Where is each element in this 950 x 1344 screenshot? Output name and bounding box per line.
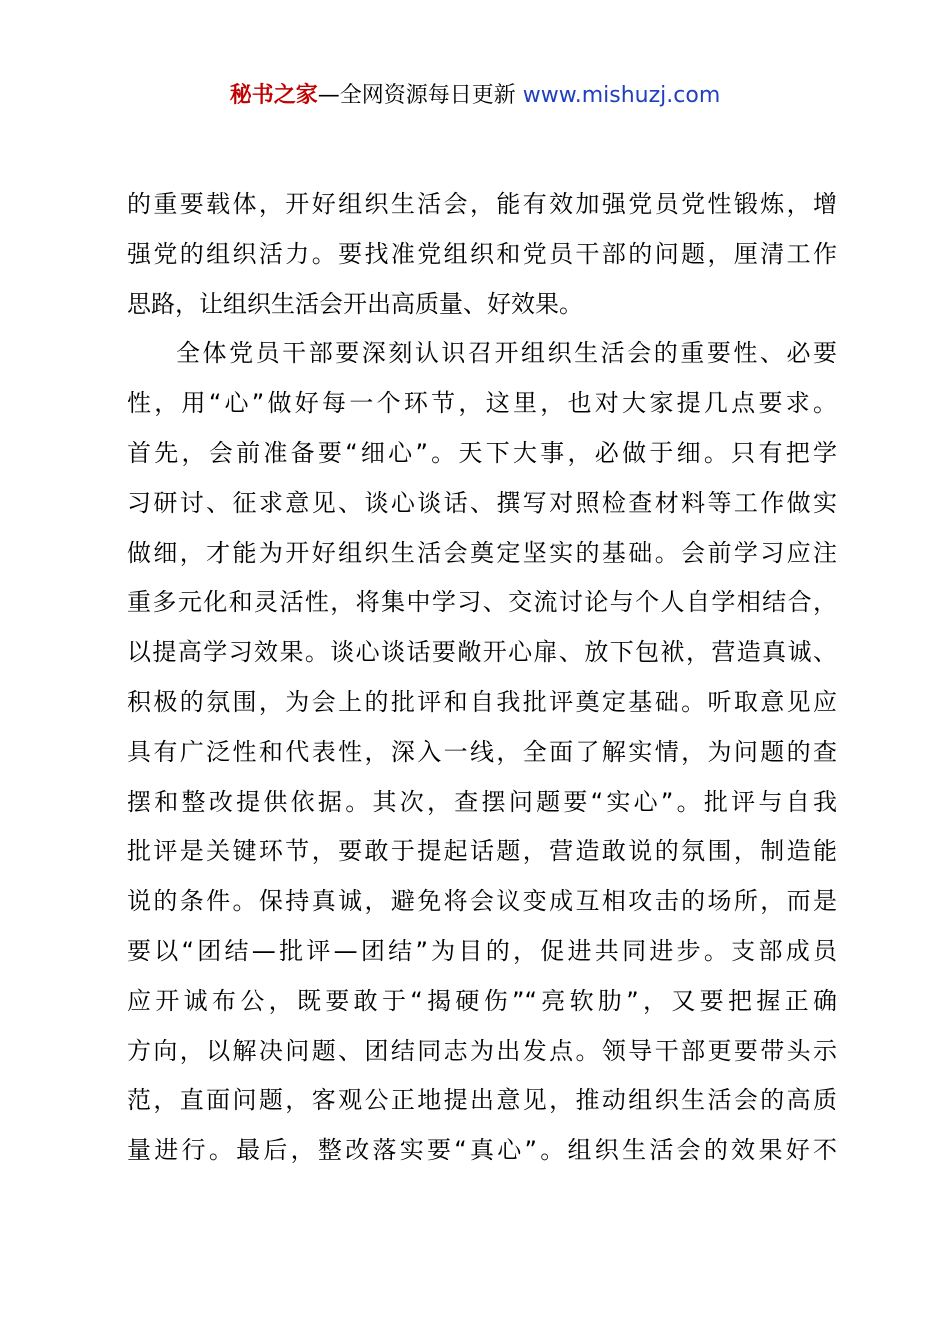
text-line: 性，用“心”做好每一个环节，这里，也对大家提几点要求。 <box>127 389 837 418</box>
brand-name: 秘书之家 <box>229 83 318 108</box>
text-line: 重多元化和灵活性，将集中学习、交流讨论与个人自学相结合， <box>127 588 837 617</box>
text-line: 应开诚布公，既要敢于“揭硬伤”“亮软肋”，又要把握正确 <box>127 986 837 1015</box>
text-line: 摆和整改提供依据。其次，查摆问题要“实心”。批评与自我 <box>127 787 837 816</box>
text-line: 强党的组织活力。要找准党组织和党员干部的问题，厘清工作 <box>127 239 837 268</box>
text-line: 范，直面问题，客观公正地提出意见，推动组织生活会的高质 <box>127 1086 837 1115</box>
site-header <box>0 80 950 112</box>
text-line: 量进行。最后，整改落实要“真心”。组织生活会的效果好不 <box>127 1136 837 1165</box>
text-line: 方向，以解决问题、团结同志为出发点。领导干部更要带头示 <box>127 1036 837 1065</box>
document-body <box>127 180 837 1176</box>
text-line: 批评是关键环节，要敢于提起话题，营造敢说的氛围，制造能 <box>127 837 837 866</box>
text-line: 做细，才能为开好组织生活会奠定坚实的基础。会前学习应注 <box>127 538 837 567</box>
text-line: 以提高学习效果。谈心谈话要敞开心扉、放下包袱，营造真诚、 <box>127 638 837 667</box>
text-line: 首先，会前准备要“细心”。天下大事，必做于细。只有把学 <box>127 438 837 467</box>
paragraph-first-line: 全体党员干部要深刻认识召开组织生活会的重要性、必要 <box>176 339 837 368</box>
text-line: 说的条件。保持真诚，避免将会议变成互相攻击的场所，而是 <box>127 887 837 916</box>
site-url-link[interactable]: www.mishuzj.com <box>522 83 721 108</box>
text-line: 具有广泛性和代表性，深入一线，全面了解实情，为问题的查 <box>127 737 837 766</box>
text-line: 习研讨、征求意见、谈心谈话、撰写对照检查材料等工作做实 <box>127 488 837 517</box>
text-line: 要以“团结—批评—团结”为目的，促进共同进步。支部成员 <box>127 936 837 965</box>
text-line: 积极的氛围，为会上的批评和自我批评奠定基础。听取意见应 <box>127 687 837 716</box>
text-line: 思路，让组织生活会开出高质量、好效果。 <box>127 289 583 318</box>
text-line: 的重要载体，开好组织生活会，能有效加强党员党性锻炼，增 <box>127 190 837 218</box>
header-tagline: —全网资源每日更新 <box>317 83 516 108</box>
